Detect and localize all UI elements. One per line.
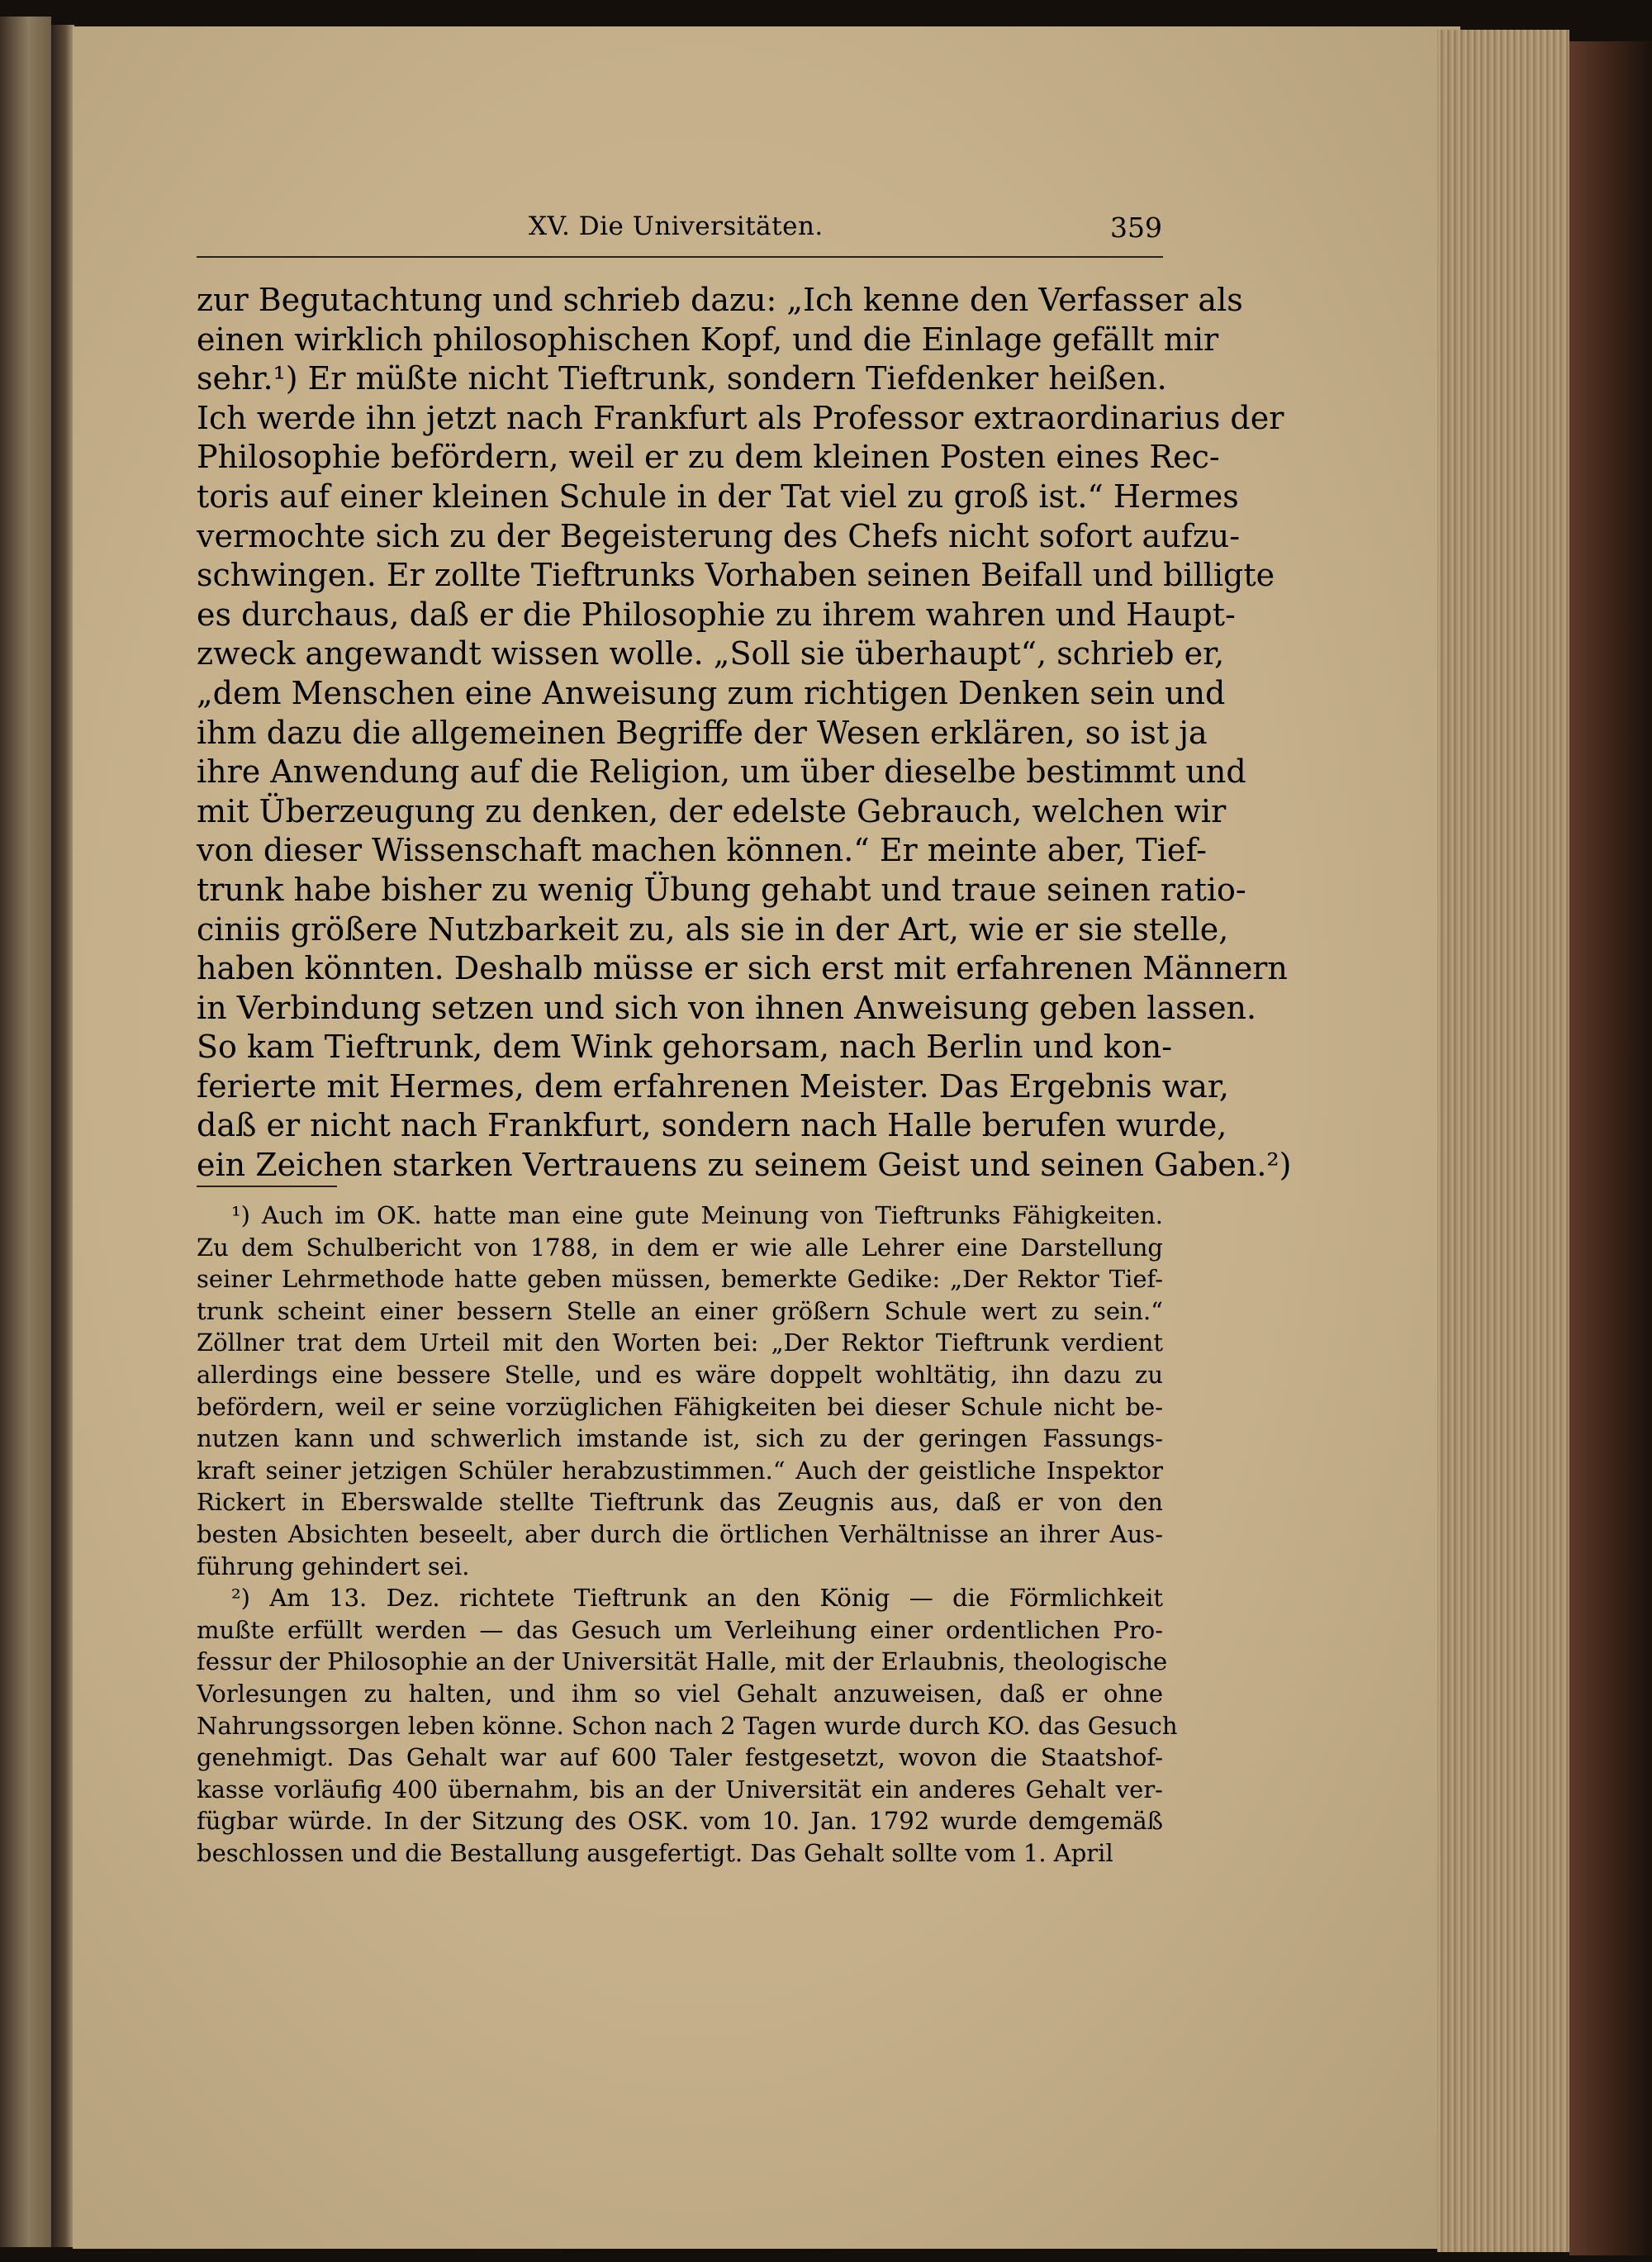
footnote-line: beschlossen und die Bestallung ausgefertigt. Das Gehalt sollte vom 1. April [197, 1838, 1113, 1867]
body-line: vermochte sich zu der Begeisterung des Chefs nicht sofort aufzu- [197, 517, 1241, 554]
book-cover-edge [1569, 41, 1652, 2255]
body-line: haben könnten. Deshalb müsse er sich erst mit erfahrenen Männern [197, 950, 1288, 987]
footnote-line: Zu dem Schulbericht von 1788, in dem er wie alle Lehrer eine Darstellung [197, 1233, 1163, 1262]
body-line: ein Zeichen starken Vertrauens zu seinem Geist und seinen Gaben.²) [197, 1147, 1292, 1184]
body-line: ferierte mit Hermes, dem erfahrenen Meister. Das Ergebnis war, [197, 1067, 1229, 1105]
footnote-line: befördern, weil er seine vorzüglichen Fähigkeiten bei dieser Schule nicht be- [197, 1392, 1163, 1421]
footnote-line: ²) Am 13. Dez. richtete Tieftrunk an den König — die Förmlichkeit [231, 1584, 1163, 1613]
footnote-line: allerdings eine bessere Stelle, und es wäre doppelt wohltätig, ihn dazu zu [197, 1360, 1163, 1389]
body-line: schwingen. Er zollte Tieftrunks Vorhaben seinen Beifall und billigte [197, 557, 1275, 594]
footnote-line: mußte erfüllt werden — das Gesuch um Verleihung einer ordentlichen Pro- [197, 1615, 1163, 1644]
body-line: Ich werde ihn jetzt nach Frankfurt als Professor extraordinarius der [197, 399, 1284, 436]
footnote-line: kraft seiner jetzigen Schüler herabzustimmen.“ Auch der geistliche Inspektor [197, 1456, 1163, 1485]
footnote-line: ¹) Auch im OK. hatte man eine gute Meinung von Tieftrunks Fähigkeiten. [231, 1201, 1163, 1229]
body-line: ihre Anwendung auf die Religion, um über dieselbe bestimmt und [197, 753, 1246, 791]
running-head: XV. Die Universitäten. [529, 211, 824, 241]
footnote-line: kasse vorläufig 400 übernahm, bis an der Universität ein anderes Gehalt ver- [197, 1775, 1163, 1803]
footnote-line: nutzen kann und schwerlich imstande ist, sich zu der geringen Fassungs- [197, 1424, 1163, 1453]
body-line: „dem Menschen eine Anweisung zum richtigen Denken sein und [197, 674, 1226, 711]
page-number: 359 [1110, 211, 1162, 244]
body-line: So kam Tieftrunk, dem Wink gehorsam, nach Berlin und kon- [197, 1029, 1173, 1066]
page-stack-edges [1437, 30, 1569, 2252]
body-line: Philosophie befördern, weil er zu dem kleinen Posten eines Rec- [197, 439, 1220, 476]
book-gutter [51, 25, 74, 2247]
body-line: von dieser Wissenschaft machen können.“ Er meinte aber, Tief- [197, 832, 1207, 869]
body-line: toris auf einer kleinen Schule in der Tat viel zu groß ist.“ Hermes [197, 478, 1239, 515]
header-rule [197, 256, 1163, 258]
page-header [456, 210, 1162, 249]
body-line: mit Überzeugung zu denken, der edelste Gebrauch, welchen wir [197, 792, 1227, 829]
body-line: zweck angewandt wissen wolle. „Soll sie überhaupt“, schrieb er, [197, 635, 1225, 672]
footnote-1 [197, 1200, 1163, 1582]
footnote-line: Nahrungssorgen leben könne. Schon nach 2 Tagen wurde durch KO. das Gesuch [197, 1711, 1178, 1740]
footnote-line: Zöllner trat dem Urteil mit den Worten bei: „Der Rektor Tieftrunk verdient [197, 1328, 1163, 1357]
body-line: zur Begutachtung und schrieb dazu: „Ich kenne den Verfasser als [197, 282, 1243, 318]
footnote-line: seiner Lehrmethode hatte geben müssen, bemerkte Gedike: „Der Rektor Tief- [197, 1265, 1163, 1294]
body-line: ciniis größere Nutzbarkeit zu, als sie in der Art, wie er sie stelle, [197, 910, 1229, 948]
body-line: trunk habe bisher zu wenig Übung gehabt und traue seinen ratio- [197, 871, 1246, 908]
body-line: daß er nicht nach Frankfurt, sondern nach Halle berufen wurde, [197, 1107, 1227, 1144]
footnote-line: fügbar würde. In der Sitzung des OSK. vom 10. Jan. 1792 wurde demgemäß [197, 1807, 1163, 1836]
footnote-line: trunk scheint einer bessern Stelle an einer größern Schule wert zu sein.“ [197, 1296, 1163, 1325]
body-line: sehr.¹) Er müßte nicht Tieftrunk, sondern Tiefdenker heißen. [197, 360, 1167, 397]
body-text [197, 281, 1292, 1186]
body-line: ihm dazu die allgemeinen Begriffe der Wesen erklären, so ist ja [197, 714, 1208, 751]
adjacent-page-edge [0, 17, 51, 2247]
footnote-line: Rickert in Eberswalde stellte Tieftrunk das Zeugnis aus, daß er von den [197, 1488, 1163, 1517]
footnote-2 [197, 1582, 1178, 1869]
footnote-line: besten Absichten beseelt, aber durch die örtlichen Verhältnisse an ihrer Aus- [197, 1519, 1163, 1548]
footnote-line: Vorlesungen zu halten, und ihm so viel Gehalt anzuweisen, daß er ohne [197, 1679, 1163, 1708]
body-line: es durchaus, daß er die Philosophie zu ihrem wahren und Haupt- [197, 596, 1236, 633]
footnote-line: fessur der Philosophie an der Universität Halle, mit der Erlaubnis, theologische [197, 1647, 1168, 1676]
body-line: einen wirklich philosophischen Kopf, und die Einlage gefällt mir [197, 321, 1219, 358]
footnote-line: führung gehindert sei. [197, 1552, 470, 1580]
footnotes [197, 1200, 1178, 1869]
footnote-rule [197, 1186, 337, 1187]
body-line: in Verbindung setzen und sich von ihnen Anweisung geben lassen. [197, 989, 1257, 1026]
footnote-line: genehmigt. Das Gehalt war auf 600 Taler festgesetzt, wovon die Staatshof- [197, 1743, 1163, 1772]
